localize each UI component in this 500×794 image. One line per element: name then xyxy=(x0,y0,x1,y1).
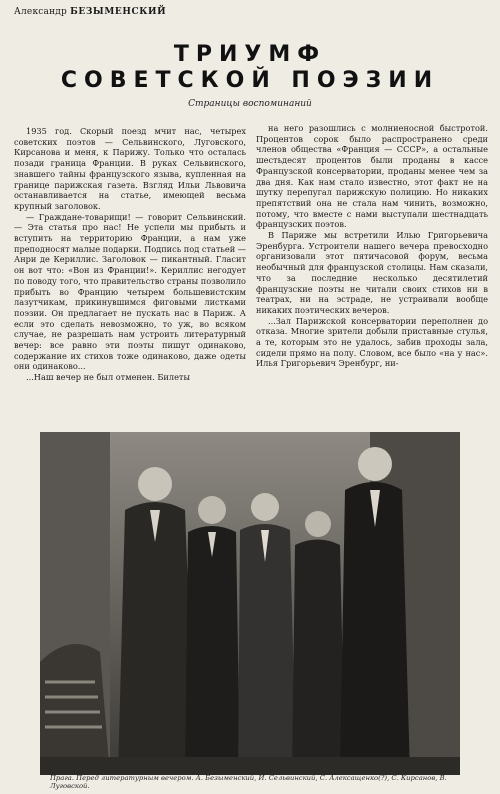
right-column xyxy=(256,123,488,369)
photo-caption: Прага. Перед литературным вечером. А. Безыменский, И. Сельвинский, С. Алексащенко(?), С. Кирсанов, В. Луговской. xyxy=(50,774,447,791)
paragraph: В Париже мы встретили Илью Григорьевича Эренбурга. Устроители нашего вечера превосходно организовали этот пятичасовой форум, весьма необычный для французской столицы. Нам сказали, что за последние несколько десятилетий французские поэты не читали своих стихов ни в театрах, ни на эстраде, не устраивали вообще никаких поэтических вечеров. xyxy=(256,230,488,315)
author-line xyxy=(14,7,166,17)
paragraph: ...Наш вечер не был отменен. Билеты xyxy=(26,372,190,383)
left-column xyxy=(14,126,246,383)
group-photo-image xyxy=(40,432,460,775)
group-photo xyxy=(40,432,460,775)
paragraph: ...Зал Парижской консерватории переполнен до отказа. Многие зрители добыли приставные стулья, а те, которым это не удалось, забив проходы зала, сидели прямо на полу. Словом, все было «на у нас». Илья Григорьевич Эренбург, ни- xyxy=(256,315,488,369)
author-last-name: БЕЗЫМЕНСКИЙ xyxy=(70,7,167,17)
paragraph: — Граждане-товарищи! — говорит Сельвинский. — Эта статья про нас! Не успели мы прибыть и вступить на территорию Франции, а нам уже преподносят малые подарки. Подпись под статьей — Анри де Кериллис. Заголовок — пикантный. Гласит он вот что: «Вон из Франции!». Кериллис негодует по поводу того, что правительство страны позволило прибыть во Францию четырем большевистским лазутчикам, прикинувшимся фиговыми листками поэзии. Он предлагает не пускать нас в Париж. А если это сделать невозможно, то уж, во всяком случае, не разрешать нам устроить литературный вечер: все равно эти поэты пишут одинаково, содержание их стихов тоже одинаково, даже одеты они одинаково... xyxy=(14,211,246,372)
article-subtitle: Страницы воспоминаний xyxy=(188,99,312,109)
article-title xyxy=(0,42,500,94)
title-line-2: СОВЕТСКОЙ ПОЭЗИИ xyxy=(60,68,440,93)
paragraph: 1935 год. Скорый поезд мчит нас, четырех советских поэтов — Сельвинского, Луговского, Кирсанова и меня, к Парижу. Только что осталась позади граница Франции. В руках Сельвинского, знавшего тайны французского языва, купленная на границе парижская газета. Взгляд Ильи Львовича останавливается на статье, имеющей весьма крупный заголовок. xyxy=(14,126,246,211)
paragraph: на него разошлись с молниеносной быстротой. Процентов сорок было распространено среди членов общества «Франция — СССР», а остальные шестьдесят процентов были проданы в кассе Французской консерватории, проданы менее чем за два дня. Как нам стало известно, этот факт не на шутку перепугал парижскую полицию. Но никаких препятствий она не стала нам чинить, возможно, потому, что вместе с нами выступали шестнадцать французских поэтов. xyxy=(256,123,488,230)
author-first-name: Александр xyxy=(14,7,67,17)
title-line-1: ТРИУМФ xyxy=(173,42,327,67)
